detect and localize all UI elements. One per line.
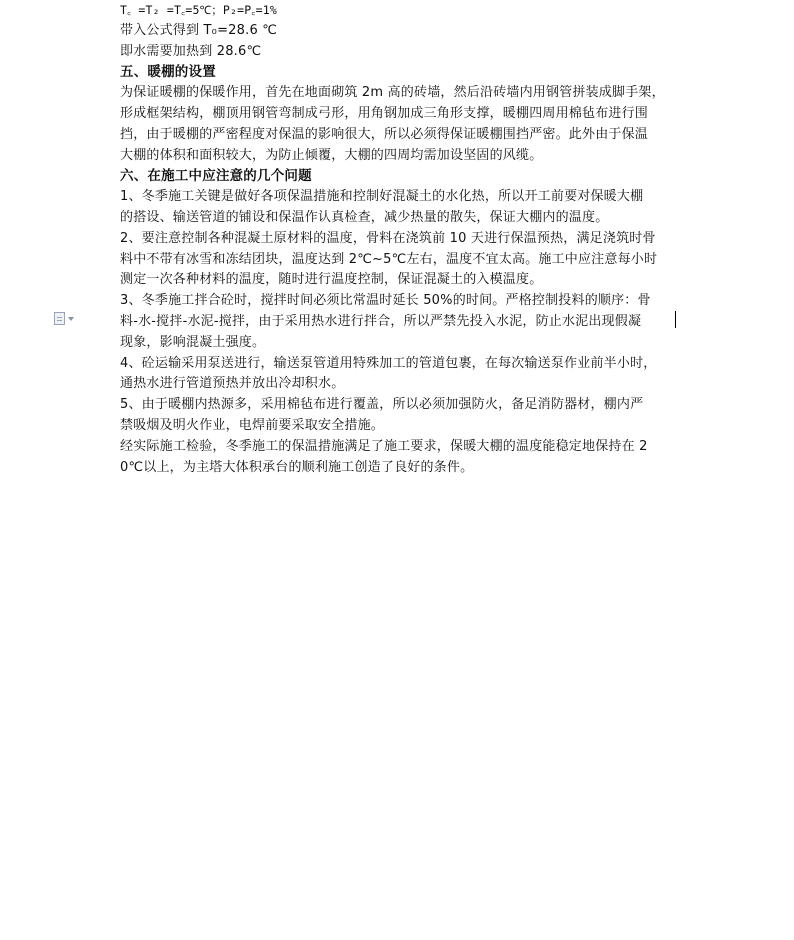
paragraph-line: 挡，由于暖棚的严密程度对保温的影响很大，所以必须得保证暖棚围挡严密。此外由于保温	[120, 126, 649, 142]
paragraph-line: 为保证暖棚的保暖作用，首先在地面砌筑 2m 高的砖墙，然后沿砖墙内用钢管拼装成脚手架，	[120, 85, 665, 101]
section-heading: 五、暖棚的设置	[120, 64, 216, 81]
paragraph-line: 5、由于暖棚内热源多，采用棉毡布进行覆盖，所以必须加强防火，备足消防器材，棚内严	[120, 397, 644, 413]
paragraph-line: 形成框架结构，棚顶用钢管弯制成弓形，用角钢加成三角形支撑，暖棚四周用棉毡布进行围	[120, 105, 649, 121]
paragraph-line: 通热水进行管道预热并放出冷却积水。	[120, 376, 345, 392]
text-cursor	[675, 311, 676, 328]
paragraph-handle-icon[interactable]	[54, 312, 65, 325]
section-heading: 六、在施工中应注意的几个问题	[120, 168, 312, 185]
paragraph-line: 大棚的体积和面积较大，为防止倾覆，大棚的四周均需加设坚固的风缆。	[120, 147, 543, 163]
paragraph-line: 料中不带有冰雪和冻结团块，温度达到 2℃~5℃左右，温度不宜太高。施工中应注意每小时	[120, 251, 658, 267]
paragraph-line: 测定一次各种材料的温度，随时进行温度控制，保证混凝土的入模温度。	[120, 272, 543, 288]
paragraph-line: 现象，影响混凝土强度。	[120, 334, 266, 350]
paragraph-handle[interactable]	[54, 312, 74, 325]
document-body[interactable]	[120, 0, 680, 478]
paragraph-line: 1、冬季施工关键是做好各项保温措施和控制好混凝土的水化热，所以开工前要对保暖大棚	[120, 189, 644, 205]
formula-line: T꜀ =T₂ =T꜀=5℃；P₂=P꜀=1%	[120, 3, 277, 17]
paragraph-line: 的搭设、输送管道的铺设和保温作认真检查，减少热量的散失，保证大棚内的温度。	[120, 209, 609, 225]
paragraph-line: 经实际施工检验，冬季施工的保温措施满足了施工要求，保暖大棚的温度能稳定地保持在 2	[120, 438, 648, 454]
paragraph-line: 料-水-搅拌-水泥-搅拌，由于采用热水进行拌合，所以严禁先投入水泥，防止水泥出现假凝	[120, 313, 642, 329]
caret-down-icon[interactable]	[68, 317, 74, 321]
paragraph-line: 3、冬季施工拌合砼时，搅拌时间必须比常温时延长 50%的时间。严格控制投料的顺序：骨	[120, 293, 651, 309]
paragraph-line: 带入公式得到 T₀=28.6 ℃	[120, 22, 278, 38]
paragraph-line: 0℃以上，为主塔大体积承台的顺利施工创造了良好的条件。	[120, 459, 474, 475]
paragraph-line: 即水需要加热到 28.6℃	[120, 43, 262, 59]
paragraph-line: 2、要注意控制各种混凝土原材料的温度，骨料在浇筑前 10 天进行保温预热，满足浇筑时骨	[120, 230, 656, 246]
paragraph-line: 禁吸烟及明火作业，电焊前要采取安全措施。	[120, 417, 385, 433]
paragraph-line: 4、砼运输采用泵送进行，输送泵管道用特殊加工的管道包裹，在每次输送泵作业前半小时，	[120, 355, 657, 371]
